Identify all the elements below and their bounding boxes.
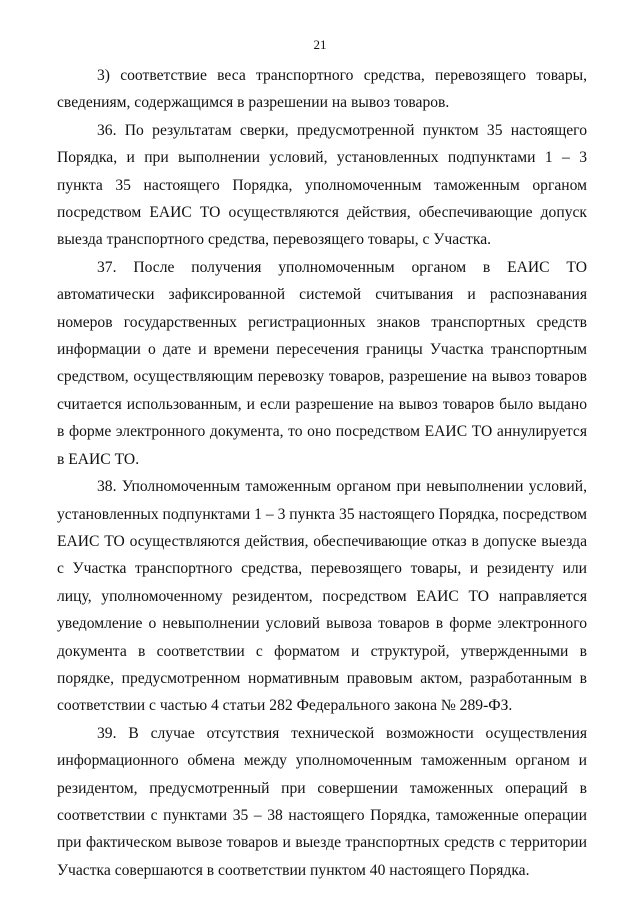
paragraph-37: 37. После получения уполномоченным органом в ЕАИС ТО автоматически зафиксированной системой считывания и распознавания номеров государственных регистрационных знаков транспортных средств информации о дате и времени пересечения границы Участка транспортным средством, осуществляющим перевозку товаров, разрешение на вывоз товаров считается использованным, и если разрешение на вывоз товаров было выдано в форме электронного документа, то оно посредством ЕАИС ТО аннулируется в ЕАИС ТО. [57,258,587,468]
paragraph-39: 39. В случае отсутствия технической возможности осуществления информационного обмена между уполномоченным таможенным органом и резидентом, предусмотренный при совершении таможенных операций в соответствии с пунктами 35 – 38 настоящего Порядка, таможенные операции при фактическом вывозе товаров и выезде транспортных средств с территории Участка совершаются в соответствии пунктом 40 настоящего Порядка. [57,724,587,879]
paragraph-item-3: 3) соответствие веса транспортного средства, перевозящего товары, сведениям, содержащимся в разрешении на вывоз товаров. [57,67,587,112]
page-number: 21 [313,37,327,52]
document-body [57,62,587,884]
paragraph-38: 38. Уполномоченным таможенным органом при невыполнении условий, установленных подпунктами 1 – 3 пункта 35 настоящего Порядка, посредством ЕАИС ТО осуществляются действия, обеспечивающие отказ в допуске выезда с Участка транспортного средства, перевозящего товары, и резиденту или лицу, уполномоченному резидентом, посредством ЕАИС ТО направляется уведомление о невыполнении условий вывоза товаров в форме электронного документа в соответствии с форматом и структурой, утвержденными в порядке, предусмотренном нормативным правовым актом, разработанным в соответствии с частью 4 статьи 282 Федерального закона № 289-ФЗ. [57,478,587,715]
paragraph-36: 36. По результатам сверки, предусмотренной пунктом 35 настоящего Порядка, и при выполнении условий, установленных подпунктами 1 – 3 пункта 35 настоящего Порядка, уполномоченным таможенным органом посредством ЕАИС ТО осуществляются действия, обеспечивающие допуск выезда транспортного средства, перевозящего товары, с Участка. [57,121,587,249]
